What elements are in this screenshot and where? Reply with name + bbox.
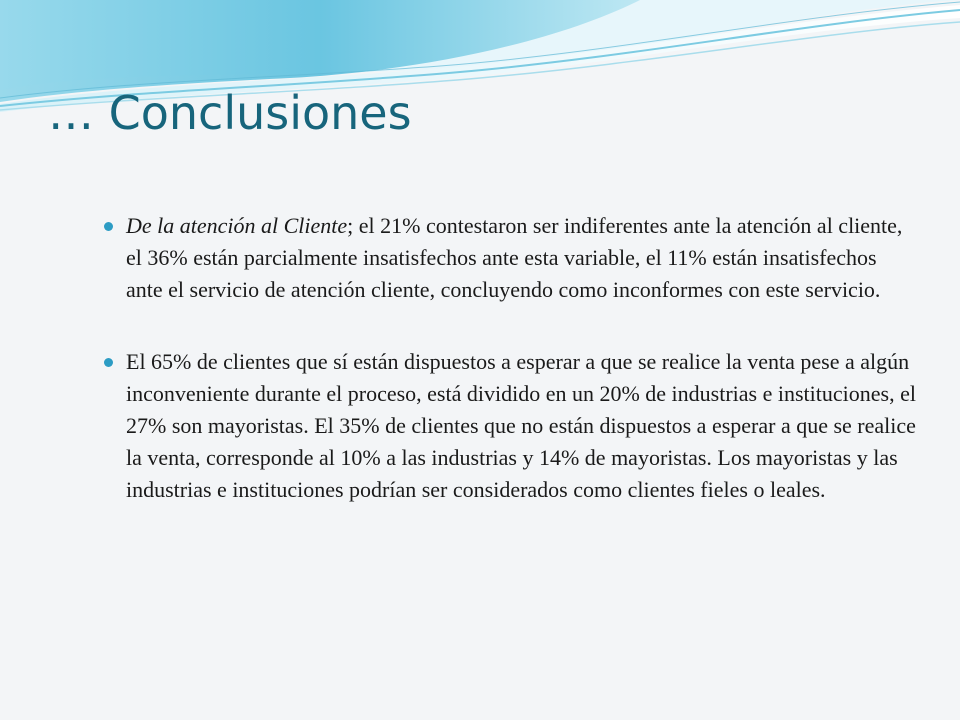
bullet-dot-icon (104, 222, 113, 231)
bullet-italic-lead: De la atención al Cliente (126, 213, 348, 238)
bullet-dot-icon (104, 358, 113, 367)
bullet-text: ; el 21% contestaron ser indiferentes ante la atención al cliente, el 36% están parcialmente insatisfechos ante esta variable, el 11% están insatisfechos ante el servicio de atención cliente, concluyendo como inconformes con este servicio. (126, 213, 903, 302)
bullet-item (102, 346, 917, 506)
bullet-item (102, 210, 917, 306)
bullet-list (102, 210, 917, 546)
slide-title: … Conclusiones (48, 86, 412, 140)
bullet-text: El 65% de clientes que sí están dispuestos a esperar a que se realice la venta pese a algún inconveniente durante el proceso, está dividido en un 20% de industrias e instituciones, el 27% son mayoristas. El 35% de clientes que no están dispuestos a esperar a que se realice la venta, corresponde al 10% a las industrias y 14% de mayoristas. Los mayoristas y las industrias e instituciones podrían ser considerados como clientes fieles o leales. (126, 349, 916, 502)
